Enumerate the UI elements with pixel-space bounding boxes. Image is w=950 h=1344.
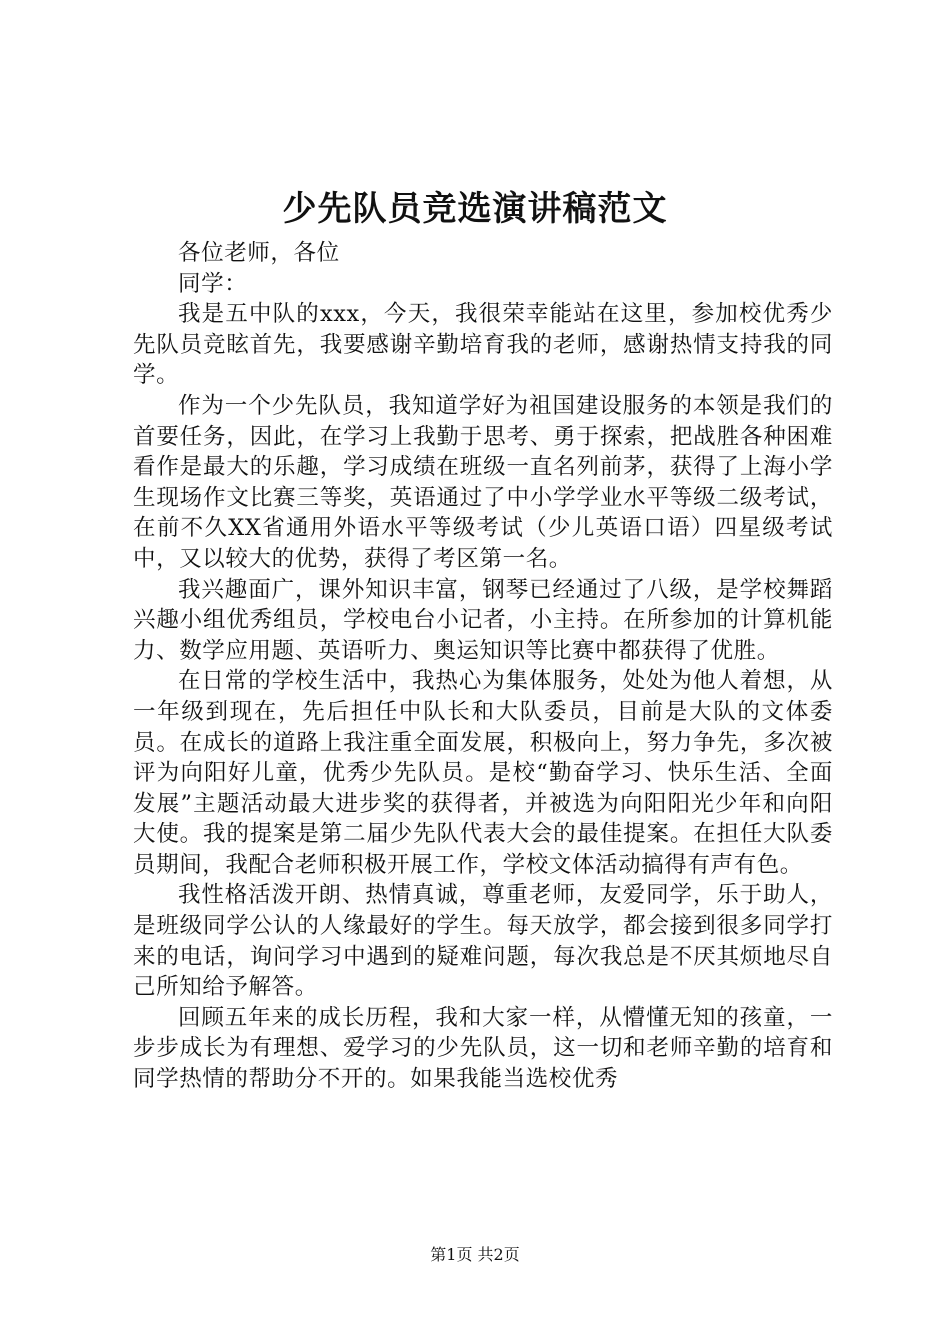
paragraph-1: 我是五中队的xxx，今天，我很荣幸能站在这里，参加校优秀少先队员竞眩首先，我要感谢辛勤培育我的老师，感谢热情支持我的同学。: [133, 301, 833, 389]
paragraph-6: 回顾五年来的成长历程，我和大家一样，从懵懂无知的孩童，一步步成长为有理想、爱学习的少先队员，这一切和老师辛勤的培育和同学热情的帮助分不开的。如果我能当选校优秀: [133, 1004, 833, 1093]
paragraph-4: 在日常的学校生活中，我热心为集体服务，处处为他人着想，从一年级到现在，先后担任中队长和大队委员，目前是大队的文体委员。在成长的道路上我注重全面发展，积极向上，努力争先，多次被评为向阳好儿童，优秀少先队员。是校“勤奋学习、快乐生活、全面发展”主题活动最大进步奖的获得者，并被选为向阳阳光少年和向阳大使。我的提案是第二届少先队代表大会的最佳提案。在担任大队委员期间，我配合老师积极开展工作，学校文体活动搞得有声有色。: [133, 668, 833, 878]
document-body: [133, 238, 833, 1095]
page-footer: 第1页 共2页: [430, 1245, 520, 1264]
greeting-line-1: 各位老师，各位: [178, 240, 340, 266]
paragraph-5: 我性格活泼开朗、热情真诚，尊重老师，友爱同学，乐于助人，是班级同学公认的人缘最好的学生。每天放学，都会接到很多同学打来的电话，询问学习中遇到的疑难问题，每次我总是不厌其烦地尽自己所知给予解答。: [133, 882, 833, 1001]
document-title: 少先队员竞选演讲稿范文: [282, 189, 668, 229]
greeting-line-2: 同学：: [178, 270, 248, 297]
paragraph-3: 我兴趣面广，课外知识丰富，钢琴已经通过了八级，是学校舞蹈兴趣小组优秀组员，学校电台小记者，小主持。在所参加的计算机能力、数学应用题、英语听力、奥运知识等比赛中都获得了优胜。: [133, 576, 833, 664]
paragraph-2: 作为一个少先队员，我知道学好为祖国建设服务的本领是我们的首要任务，因此，在学习上我勤于思考、勇于探索，把战胜各种困难看作是最大的乐趣，学习成绩在班级一直名列前茅，获得了上海小学生现场作文比赛三等奖，英语通过了中小学学业水平等级二级考试，在前不久XX省通用外语水平等级考试（少儿英语口语）四星级考试中，又以较大的优势，获得了考区第一名。: [133, 392, 833, 572]
